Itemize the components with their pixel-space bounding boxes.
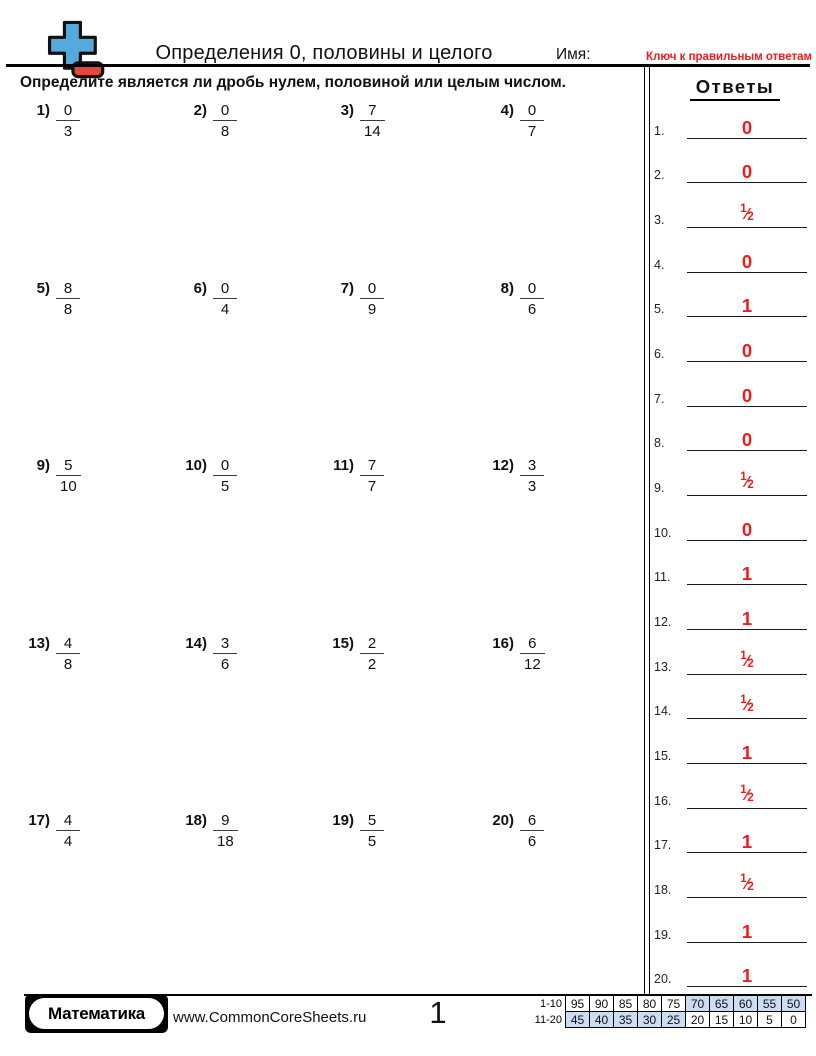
score-cell: 90 — [589, 995, 614, 1012]
answer-value: 0 — [687, 243, 807, 273]
answer-row-2 — [648, 154, 812, 183]
problem-6 — [169, 280, 237, 318]
problem-11 — [316, 457, 384, 495]
answer-number: 9. — [654, 480, 665, 495]
fraction — [56, 457, 81, 495]
numerator: 0 — [220, 280, 230, 297]
answer-number: 3. — [654, 212, 665, 227]
problem-8 — [476, 280, 544, 318]
answer-value: $^1$⁄2 — [687, 645, 807, 675]
problem-5 — [12, 280, 80, 318]
score-row-1-10 — [520, 995, 806, 1012]
score-cell: 95 — [565, 995, 590, 1012]
answer-row-11 — [648, 556, 812, 585]
answer-number: 18. — [654, 883, 672, 898]
fraction — [213, 635, 237, 673]
numerator: 8 — [63, 280, 73, 297]
problem-18 — [169, 812, 238, 850]
answer-row-7 — [648, 378, 812, 407]
numerator: 0 — [220, 457, 230, 474]
problem-4 — [476, 102, 544, 140]
numerator: 9 — [221, 812, 230, 829]
answer-value: 1 — [687, 823, 807, 853]
numerator: 3 — [527, 457, 537, 474]
fraction — [56, 635, 80, 673]
denominator: 10 — [60, 478, 77, 495]
answer-value: 1 — [687, 600, 807, 630]
problem-9 — [12, 457, 81, 495]
answer-value: 1 — [687, 555, 807, 585]
denominator: 14 — [364, 123, 381, 140]
problem-number: 7) — [340, 280, 354, 297]
problem-19 — [316, 812, 384, 850]
score-cell: 75 — [661, 995, 686, 1012]
problem-10 — [169, 457, 237, 495]
problem-14 — [169, 635, 237, 673]
numerator: 0 — [527, 280, 537, 297]
score-cell: 70 — [685, 995, 710, 1012]
score-cell: 45 — [565, 1011, 590, 1028]
problem-number: 9) — [36, 457, 50, 474]
answer-value: 0 — [687, 511, 807, 541]
answer-number: 16. — [654, 793, 672, 808]
numerator: 6 — [528, 635, 537, 652]
answers-panel-title: Ответы — [660, 76, 810, 101]
answer-row-3 — [648, 199, 812, 228]
answer-value: 1 — [687, 957, 807, 987]
name-label: Имя: — [556, 46, 591, 63]
numerator: 7 — [368, 102, 377, 119]
score-cell: 65 — [709, 995, 734, 1012]
problem-7 — [316, 280, 384, 318]
answer-number: 8. — [654, 436, 665, 451]
problem-17 — [12, 812, 80, 850]
score-row-11-20 — [520, 1011, 806, 1028]
score-cell: 40 — [589, 1011, 614, 1028]
numerator: 5 — [64, 457, 73, 474]
answer-row-10 — [648, 512, 812, 541]
score-cell: 5 — [757, 1011, 782, 1028]
numerator: 4 — [63, 635, 73, 652]
answer-row-13 — [648, 646, 812, 675]
score-cell: 15 — [709, 1011, 734, 1028]
problem-number: 15) — [332, 635, 354, 652]
problem-number: 17) — [28, 812, 50, 829]
answer-value: $^1$⁄2 — [687, 868, 807, 898]
denominator: 8 — [63, 656, 73, 673]
fraction — [360, 635, 384, 673]
denominator: 5 — [220, 478, 230, 495]
fraction — [520, 812, 544, 850]
answer-row-17 — [648, 824, 812, 853]
denominator: 6 — [220, 656, 230, 673]
problem-number: 14) — [185, 635, 207, 652]
denominator: 3 — [527, 478, 537, 495]
answer-number: 10. — [654, 525, 672, 540]
denominator: 8 — [63, 301, 73, 318]
fraction — [360, 280, 384, 318]
score-cell: 60 — [733, 995, 758, 1012]
fraction — [520, 635, 545, 673]
problem-16 — [476, 635, 545, 673]
problem-number: 12) — [492, 457, 514, 474]
answer-number: 11. — [654, 570, 671, 585]
numerator: 0 — [220, 102, 230, 119]
fraction — [213, 457, 237, 495]
denominator: 5 — [367, 833, 377, 850]
problem-15 — [316, 635, 384, 673]
problem-3 — [316, 102, 385, 140]
fraction — [520, 280, 544, 318]
page-title: Определения 0, половины и целого — [155, 42, 493, 64]
score-cell: 80 — [637, 995, 662, 1012]
problem-number: 3) — [340, 102, 354, 119]
answer-number: 4. — [654, 257, 665, 272]
denominator: 2 — [367, 656, 377, 673]
denominator: 4 — [63, 833, 73, 850]
fraction — [520, 102, 544, 140]
answer-value: $^1$⁄2 — [687, 779, 807, 809]
answer-number: 14. — [654, 704, 672, 719]
answer-value: 1 — [687, 734, 807, 764]
answer-row-4 — [648, 244, 812, 273]
problem-number: 2) — [193, 102, 207, 119]
denominator: 7 — [367, 478, 377, 495]
score-row-label: 11-20 — [534, 1013, 562, 1026]
answer-row-18 — [648, 869, 812, 898]
denominator: 3 — [63, 123, 73, 140]
fraction — [56, 280, 80, 318]
denominator: 18 — [217, 833, 234, 850]
answer-number: 15. — [654, 749, 672, 764]
score-cell: 10 — [733, 1011, 758, 1028]
answer-number: 6. — [654, 346, 665, 361]
answer-row-14 — [648, 690, 812, 719]
answer-row-9 — [648, 467, 812, 496]
website-url: www.CommonCoreSheets.ru — [173, 1009, 367, 1026]
answer-number: 19. — [654, 927, 672, 942]
problem-number: 4) — [500, 102, 514, 119]
answer-row-6 — [648, 333, 812, 362]
answer-value: 1 — [687, 913, 807, 943]
brand-label: Математика — [29, 998, 164, 1029]
fraction — [56, 812, 80, 850]
problem-1 — [12, 102, 80, 140]
answer-row-5 — [648, 288, 812, 317]
fraction — [360, 457, 384, 495]
numerator: 0 — [527, 102, 537, 119]
numerator: 5 — [367, 812, 377, 829]
problem-number: 11) — [333, 457, 354, 474]
answer-value: 0 — [687, 421, 807, 451]
score-cell: 50 — [781, 995, 806, 1012]
answer-number: 12. — [654, 614, 672, 629]
score-row-label: 1-10 — [539, 997, 562, 1010]
answer-number: 7. — [654, 391, 665, 406]
answer-row-8 — [648, 422, 812, 451]
score-cell: 30 — [637, 1011, 662, 1028]
numerator: 3 — [220, 635, 230, 652]
answer-number: 17. — [654, 838, 672, 853]
denominator: 9 — [367, 301, 377, 318]
instruction-text: Определите является ли дробь нулем, половиной или целым числом. — [20, 74, 566, 91]
score-cell: 35 — [613, 1011, 638, 1028]
answer-value: $^1$⁄2 — [687, 466, 807, 496]
answer-number: 13. — [654, 659, 672, 674]
numerator: 6 — [527, 812, 537, 829]
answer-value: 0 — [687, 377, 807, 407]
denominator: 7 — [527, 123, 537, 140]
problem-number: 19) — [332, 812, 354, 829]
answer-value: 0 — [687, 109, 807, 139]
header-divider — [6, 64, 810, 67]
answer-row-16 — [648, 780, 812, 809]
answer-number: 20. — [654, 972, 672, 987]
answer-row-15 — [648, 735, 812, 764]
grading-scale-table — [520, 995, 806, 1028]
numerator: 2 — [367, 635, 377, 652]
answer-number: 2. — [654, 168, 665, 183]
numerator: 0 — [63, 102, 73, 119]
answer-value: $^1$⁄2 — [687, 689, 807, 719]
problem-12 — [476, 457, 544, 495]
problem-20 — [476, 812, 544, 850]
page-number: 1 — [429, 995, 447, 1030]
numerator: 7 — [367, 457, 377, 474]
fraction — [213, 812, 238, 850]
answer-row-19 — [648, 914, 812, 943]
denominator: 8 — [220, 123, 230, 140]
problem-number: 10) — [185, 457, 207, 474]
denominator: 6 — [527, 833, 537, 850]
fraction — [520, 457, 544, 495]
problem-number: 18) — [185, 812, 207, 829]
problem-2 — [169, 102, 237, 140]
answer-row-1 — [648, 110, 812, 139]
score-cell: 0 — [781, 1011, 806, 1028]
answer-number: 1. — [654, 123, 665, 138]
problem-number: 6) — [193, 280, 207, 297]
problem-number: 13) — [28, 635, 50, 652]
problem-number: 16) — [492, 635, 514, 652]
denominator: 6 — [527, 301, 537, 318]
answer-value: $^1$⁄2 — [687, 198, 807, 228]
problem-number: 8) — [500, 280, 514, 297]
answer-value: 0 — [687, 153, 807, 183]
answer-number: 5. — [654, 302, 665, 317]
fraction — [213, 102, 237, 140]
fraction — [56, 102, 80, 140]
numerator: 4 — [63, 812, 73, 829]
problem-number: 5) — [36, 280, 50, 297]
score-cell: 20 — [685, 1011, 710, 1028]
numerator: 0 — [367, 280, 377, 297]
answer-row-20 — [648, 958, 812, 987]
fraction — [360, 812, 384, 850]
answer-value: 1 — [687, 287, 807, 317]
denominator: 12 — [524, 656, 541, 673]
answer-row-12 — [648, 601, 812, 630]
answer-key-label: Ключ к правильным ответам — [646, 51, 812, 63]
problem-number: 1) — [36, 102, 50, 119]
score-cell: 85 — [613, 995, 638, 1012]
denominator: 4 — [220, 301, 230, 318]
problem-13 — [12, 635, 80, 673]
fraction — [213, 280, 237, 318]
score-cell: 25 — [661, 1011, 686, 1028]
brand-logo — [25, 994, 168, 1033]
answer-value: 0 — [687, 332, 807, 362]
score-cell: 55 — [757, 995, 782, 1012]
fraction — [360, 102, 385, 140]
problem-number: 20) — [492, 812, 514, 829]
